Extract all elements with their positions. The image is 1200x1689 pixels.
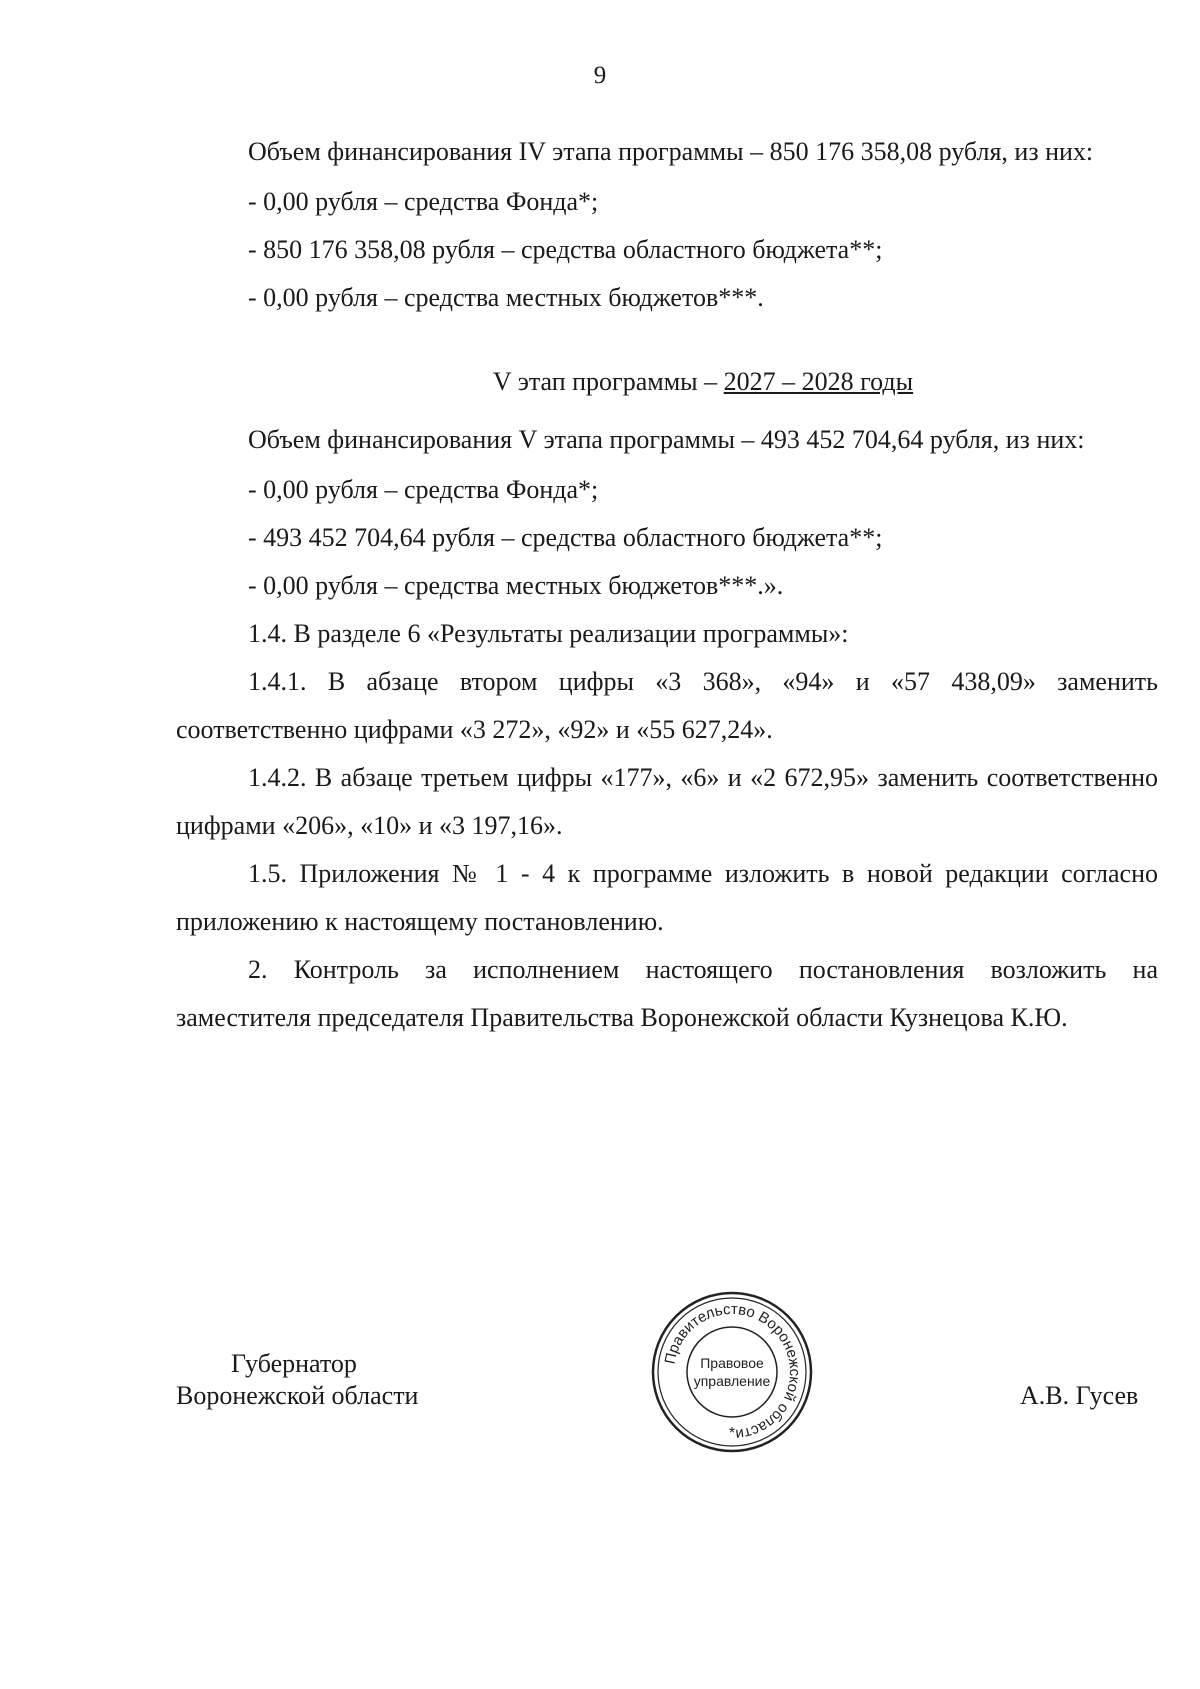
official-seal-stamp <box>648 1288 816 1456</box>
stage5-heading-prefix: V этап программы – <box>492 367 724 396</box>
stage4-intro: Объем финансирования IV этапа программы – 850 176 358,08 рубля, из них: <box>248 137 1094 166</box>
seal-center-line1: Правовое <box>700 1355 764 1371</box>
stage5-heading-years: 2027 – 2028 годы <box>723 367 914 396</box>
signatory-name: А.В. Гусев <box>1020 1381 1139 1410</box>
stage5-item-regional: - 493 452 704,64 рубля – средства областного бюджета**; <box>248 523 883 552</box>
signatory-title <box>176 1348 418 1412</box>
seal-ring-text: Правительство Воронежской области <box>661 1300 804 1443</box>
stage5-item-local: - 0,00 рубля – средства местных бюджетов***.». <box>248 571 784 600</box>
stage5-item-fund: - 0,00 рубля – средства Фонда*; <box>248 475 599 504</box>
seal-center-line2: управление <box>693 1373 771 1389</box>
stage4-item-fund: - 0,00 рубля – средства Фонда*; <box>248 187 599 216</box>
stage5-intro: Объем финансирования V этапа программы – 493 452 704,64 рубля, из них: <box>248 425 1085 454</box>
section-1-5: 1.5. Приложения № 1 - 4 к программе изложить в новой редакции согласно приложению к настоящему постановлению. <box>176 859 1158 936</box>
document-body <box>176 128 1158 1042</box>
stage4-item-regional: - 850 176 358,08 рубля – средства областного бюджета**; <box>248 235 883 264</box>
stage5-heading <box>176 358 1158 406</box>
section-1-4-1: 1.4.1. В абзаце втором цифры «3 368», «94» и «57 438,09» заменить соответственно цифрами «3 272», «92» и «55 627,24». <box>176 667 1158 744</box>
seal-center-text <box>648 1354 816 1390</box>
signatory-title-line1: Губернатор <box>231 1349 357 1378</box>
section-2: 2. Контроль за исполнением настоящего постановления возложить на заместителя председателя Правительства Воронежской области Кузнецова К.Ю. <box>176 955 1158 1032</box>
section-1-4: 1.4. В разделе 6 «Результаты реализации программы»: <box>248 619 849 648</box>
signatory-title-line2: Воронежской области <box>176 1381 419 1410</box>
seal-star-icon: * <box>728 1425 736 1442</box>
stage4-item-local: - 0,00 рубля – средства местных бюджетов***. <box>248 283 764 312</box>
section-1-4-2: 1.4.2. В абзаце третьем цифры «177», «6» и «2 672,95» заменить соответственно цифрами «206», «10» и «3 197,16». <box>176 763 1158 840</box>
page-number: 9 <box>593 62 607 89</box>
